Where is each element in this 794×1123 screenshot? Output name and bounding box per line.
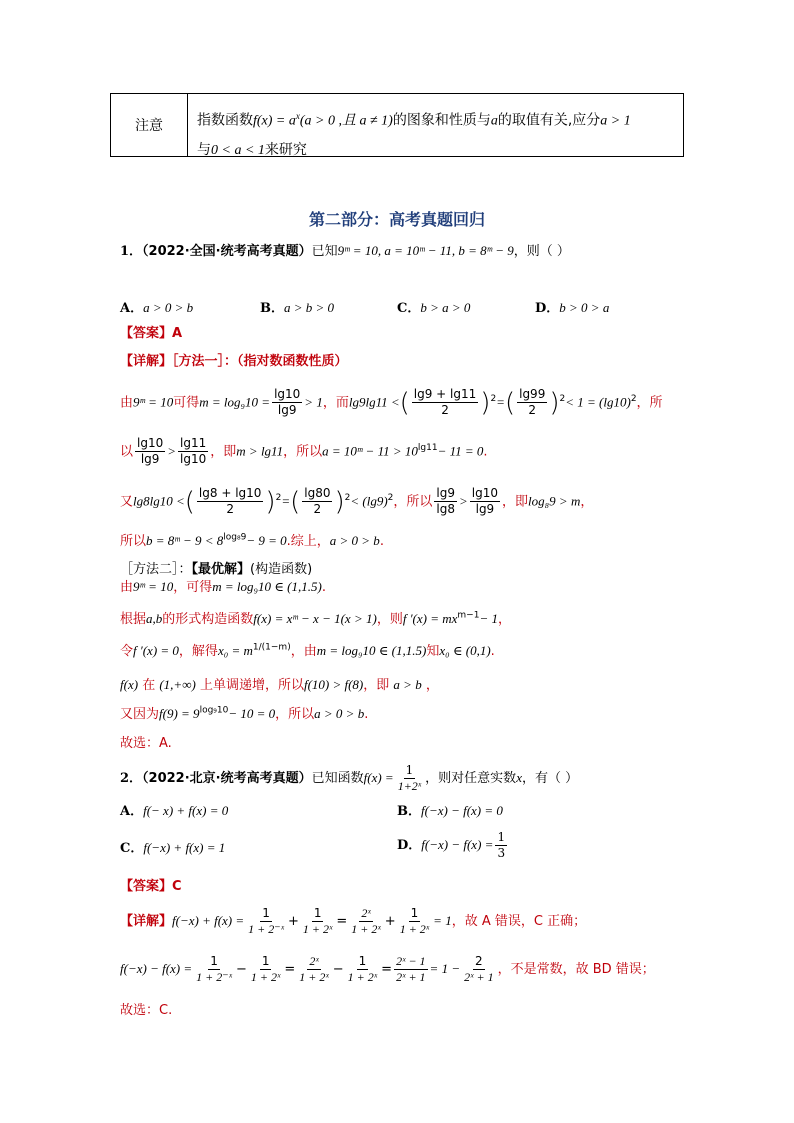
numerator: lg9	[436, 486, 456, 501]
question-formula: f(x) =	[363, 770, 394, 785]
numerator: lg10	[137, 436, 164, 451]
fraction	[349, 906, 382, 937]
numerator: 1	[261, 954, 270, 968]
text: 上单调递增，所以	[199, 678, 304, 693]
option-label: C．	[120, 841, 144, 856]
formula: a > 0 > b	[329, 533, 380, 548]
q1-m2-line2	[120, 608, 511, 627]
numerator: 1	[358, 954, 367, 968]
q1-m2-line3	[120, 640, 495, 659]
formula: =	[496, 394, 505, 410]
option-text: a > 0 > b	[143, 300, 194, 315]
text: ，即	[363, 678, 390, 693]
detail-label: 【详解】	[120, 914, 173, 929]
numerator: 1	[262, 906, 270, 920]
text: ，由	[290, 644, 317, 659]
text: 在	[142, 678, 156, 693]
formula: 9ᵐ = 10	[133, 394, 174, 410]
note-cond: 0 < a < 1	[211, 142, 265, 158]
q1-stem	[120, 240, 570, 259]
formula: a > b	[393, 677, 422, 692]
formula: − 9 = 0	[246, 533, 287, 548]
formula: log₈9 > m	[528, 493, 581, 509]
formula: lg8lg10 <	[133, 493, 185, 509]
text: .	[490, 644, 495, 659]
numerator: 1	[410, 906, 419, 920]
fraction	[297, 954, 330, 985]
text: .综上，	[286, 534, 330, 549]
note-formula-exp: x	[295, 111, 300, 121]
note-var: a	[490, 113, 498, 129]
formula: b = 8ᵐ − 9 < 8	[146, 533, 224, 548]
option-label: D．	[535, 301, 560, 316]
q2-stem	[120, 763, 578, 794]
note-text: 来研究	[264, 141, 307, 158]
numerator: lg99	[519, 387, 546, 402]
fraction	[302, 486, 332, 517]
text: 以	[120, 444, 134, 460]
q1-m1-line3: 又lg8lg10 <( $\frac{\lg 8 + \lg 10}{2}$ )$^2$=( $\frac{\lg 80}{2}$ )$^2< (\lg 9)^2$，所以 $\frac{\lg 9}{\lg 8}$ > $\frac{\lg 10}{\lg 9}$ ，即log₈9 > m，	[120, 486, 594, 517]
text: .	[321, 580, 326, 595]
q2-detail-line1: 【详解】f(−x) + f(x) = $\frac{1}{\text{1 + 2⁻ˣ}}$ + $\frac{1}{\text{1 + 2ˣ}}$ = $\frac{\text{2ˣ}}{\text{1 + 2ˣ}}$ + $\frac{1}{\text{1 + 2ˣ}}$ = 1，故 A 错误，C 正确；	[120, 906, 587, 936]
text: 知	[426, 644, 440, 659]
formula: lg9lg11 <	[348, 394, 400, 410]
text: ，所以	[275, 707, 315, 722]
formula: >	[459, 493, 468, 509]
q2-choose: 故选：C.	[120, 1003, 173, 1018]
formula: a = 10ᵐ − 11 > 10	[322, 443, 418, 459]
option-text: f(−x) + f(x) = 1	[143, 840, 226, 855]
numerator: 2ˣ − 1	[396, 954, 426, 968]
numerator: lg10	[471, 486, 499, 501]
formula: f(x)	[120, 677, 139, 692]
section-title: 第二部分：高考真题回归	[308, 210, 485, 229]
text: 可得	[173, 395, 200, 411]
formula: = 1	[433, 913, 452, 928]
note-body	[197, 102, 675, 165]
fraction	[246, 906, 286, 937]
formula: f(10) > f(8)	[303, 677, 364, 692]
formula: f ′(x) = mx	[402, 611, 458, 626]
text: ，而	[322, 395, 349, 411]
q1-choose: 故选：A.	[120, 736, 172, 751]
denominator: 2	[441, 403, 449, 418]
denominator: lg9	[277, 403, 297, 418]
text: ，即	[210, 444, 237, 460]
option-text: a > b > 0	[284, 300, 335, 315]
q1-option-c	[397, 297, 470, 316]
note-text: 的取值有关,应分	[497, 112, 601, 129]
note-cond: (a > 0 ,且 a ≠ 1)	[299, 113, 393, 129]
text: 由	[120, 395, 134, 411]
numerator: 2ˣ	[361, 906, 371, 920]
formula: = 1 −	[429, 961, 461, 976]
question-text: ，有（ ）	[521, 771, 579, 786]
fraction	[135, 436, 165, 467]
question-source: （2022·全国·统考高考真题）	[142, 244, 312, 259]
formula: (1,+∞)	[159, 677, 196, 692]
text: 所以	[120, 534, 147, 549]
fraction	[517, 387, 547, 418]
numerator: 1	[210, 954, 218, 968]
q2-answer: 【答案】C	[120, 879, 182, 894]
denominator: lg9	[140, 452, 160, 467]
text: ，	[580, 494, 594, 510]
text: ，则	[376, 612, 403, 627]
denominator: 1+2ˣ	[397, 779, 422, 793]
option-label: B．	[397, 804, 421, 819]
formula: m > lg11	[236, 443, 284, 459]
formula: 9ᵐ = 10	[133, 579, 174, 594]
question-number: 1．	[120, 244, 143, 259]
question-var: x	[516, 770, 522, 785]
numerator: lg8 + lg10	[198, 486, 262, 501]
text: ，	[497, 612, 511, 627]
formula: >	[167, 443, 177, 459]
question-formula: 9ᵐ = 10, a = 10ᵐ − 11, b = 8ᵐ − 9	[337, 243, 514, 258]
q1-m2-line5	[120, 703, 368, 722]
formula: − 10 = 0	[228, 706, 276, 721]
q1-detail-header	[120, 350, 348, 369]
detail-label: 【详解】	[120, 354, 173, 369]
numerator: 1	[313, 906, 322, 920]
note-table	[110, 93, 684, 157]
exponent: log₈9	[223, 532, 247, 543]
method-label: ［方法一］：（指对数函数性质）	[172, 354, 348, 369]
q1-m1-line4	[120, 530, 384, 549]
formula: f ′(x) = 0	[133, 643, 179, 658]
q1-m1-line2	[120, 430, 488, 470]
text: ，所以	[283, 444, 323, 460]
numerator: 2	[475, 954, 483, 968]
formula: a > 0 > b	[314, 706, 365, 721]
exponent: log₉10	[199, 705, 229, 716]
option-label: D．	[397, 838, 422, 853]
option-text: b > a > 0	[420, 300, 471, 315]
denominator: lg10	[180, 452, 207, 467]
question-text: 已知	[311, 244, 338, 259]
formula: > 1	[304, 394, 323, 410]
fraction	[434, 486, 457, 517]
denominator: 2ˣ + 1	[396, 970, 426, 984]
formula: < 1 = (lg10)	[565, 394, 631, 410]
option-label: A．	[120, 804, 144, 819]
option-text: f(− x) + f(x) = 0	[143, 803, 229, 818]
text: ，不是常数，故 BD 错误；	[497, 962, 655, 977]
text: 又因为	[120, 707, 160, 722]
option-text: f(−x) − f(x) =	[421, 837, 494, 852]
question-text: 已知函数	[311, 771, 364, 786]
text: .	[364, 707, 369, 722]
fraction	[178, 436, 208, 467]
fraction	[346, 954, 379, 985]
text: ，即	[502, 494, 529, 510]
numerator: lg11	[180, 436, 207, 451]
numerator: 1	[405, 763, 414, 777]
formula: − 1	[479, 611, 498, 626]
denominator: 3	[497, 846, 506, 860]
formula: x₀ ∈ (0,1)	[439, 643, 491, 658]
fraction	[495, 830, 507, 861]
numerator: 2ˣ	[309, 954, 319, 968]
question-source: （2022·北京·统考高考真题）	[142, 771, 312, 786]
denominator: 1 + 2ˣ	[347, 970, 378, 984]
fraction	[197, 486, 264, 517]
denominator: 1 + 2ˣ	[250, 970, 281, 984]
question-text: ，则（ ）	[513, 244, 570, 259]
text: 又	[120, 494, 134, 510]
option-label: B．	[260, 301, 284, 316]
numerator: 1	[497, 830, 506, 844]
denominator: 2	[528, 403, 537, 418]
q1-answer: 【答案】A	[120, 326, 183, 341]
question-text: ，则对任意实数	[425, 771, 517, 786]
note-cond: a > 1	[600, 113, 631, 129]
formula: − 11 = 0	[437, 443, 484, 459]
note-text: 的图象和性质与	[392, 112, 491, 129]
formula: < (lg9)	[350, 493, 388, 509]
text: 根据	[120, 612, 147, 627]
formula: m = log₉10 ∈ (1,1.5)	[212, 579, 322, 594]
formula: =	[281, 493, 291, 509]
text: 由	[120, 580, 134, 595]
text: ，故 A 错误，C 正确；	[451, 914, 587, 929]
text: 的形式构造函数	[162, 612, 254, 627]
formula: m = log₉10 ∈ (1,1.5)	[316, 643, 427, 658]
q2-option-d	[397, 828, 509, 863]
note-text: 与	[197, 141, 211, 158]
q1-m2-line4	[120, 674, 439, 693]
formula: f(9) = 9	[159, 706, 200, 721]
denominator: lg8	[436, 502, 456, 517]
q1-option-b	[260, 297, 334, 316]
option-label: C．	[397, 301, 421, 316]
q2-detail-line2: f(−x) − f(x) = $\frac{1}{\text{1 + 2⁻ˣ}}$ − $\frac{1}{\text{1 + 2ˣ}}$ = $\frac{\text{2ˣ}}{\text{1 + 2ˣ}}$ − $\frac{1}{\text{1 + 2ˣ}}$ = $\frac{\text{2ˣ − 1}}{\text{2ˣ + 1}}$ = 1 − $\frac{2}{\text{2ˣ + 1}}$ ，不是常数，故 BD 错误；	[120, 954, 655, 984]
fraction	[398, 906, 431, 937]
formula: f(x) = xᵐ − x − 1(x > 1)	[253, 611, 377, 626]
q2-option-b	[397, 800, 503, 819]
fraction	[412, 387, 479, 418]
method-label: 【最优解】	[191, 562, 251, 577]
formula: a,b	[146, 611, 163, 626]
denominator: 1 + 2ˣ	[302, 922, 333, 936]
note-formula: f(x) = a	[253, 113, 296, 129]
exponent: 1/(1−m)	[252, 642, 291, 653]
exponent: lg11	[417, 443, 438, 453]
method-label: ［方法二］：	[120, 562, 192, 577]
text: .	[483, 444, 488, 460]
option-text: b > 0 > a	[559, 300, 610, 315]
q1-m1-line1: 由9ᵐ = 10可得m = log₉10 = $\frac{\lg 10}{\lg 9}$ > 1，而lg9lg11 <( $\frac{\lg 9 + \lg 11}{2}$ )$^2$=( $\frac{\lg 99}{2}$ )$^2< 1 = (\lg 10)^2$，所	[120, 387, 663, 418]
denominator: 1 + 2ˣ	[351, 922, 381, 936]
q1-m2-header	[120, 558, 312, 577]
fraction	[462, 954, 495, 985]
method-label: (构造函数)	[250, 562, 313, 577]
note-label: 注意	[111, 94, 188, 156]
denominator: 2	[313, 502, 322, 517]
fraction	[272, 387, 302, 418]
text: ，可得	[173, 580, 213, 595]
q1-option-a	[120, 297, 193, 316]
formula: x₀ = m	[217, 643, 253, 658]
text: 令	[120, 644, 134, 659]
text: .	[379, 534, 384, 549]
fraction	[394, 954, 427, 985]
numerator: lg9 + lg11	[413, 387, 477, 402]
option-label: A．	[120, 301, 144, 316]
note-text: 指数函数	[197, 112, 253, 129]
formula: f(−x) − f(x) =	[120, 961, 193, 976]
fraction	[249, 954, 282, 985]
fraction	[301, 906, 334, 937]
question-number: 2．	[120, 771, 143, 786]
denominator: 1 + 2ˣ	[399, 922, 430, 936]
q2-option-c	[120, 837, 225, 856]
formula: m = log₉10 =	[199, 394, 271, 410]
denominator: 2	[226, 502, 234, 517]
denominator: 1 + 2⁻ˣ	[248, 922, 284, 936]
denominator: lg9	[475, 502, 495, 517]
text: ，所以	[393, 494, 433, 510]
fraction	[470, 486, 500, 517]
fraction	[194, 954, 234, 985]
numerator: lg10	[274, 387, 301, 402]
text: ，	[425, 678, 439, 693]
q2-option-a	[120, 800, 228, 819]
denominator: 1 + 2⁻ˣ	[196, 970, 232, 984]
q1-m2-line1	[120, 576, 326, 595]
text: ，所	[636, 395, 663, 411]
option-text: f(−x) − f(x) = 0	[421, 803, 503, 818]
numerator: lg80	[304, 486, 331, 501]
denominator: 2ˣ + 1	[464, 970, 494, 984]
q1-option-d	[535, 297, 609, 316]
denominator: 1 + 2ˣ	[299, 970, 329, 984]
formula: f(−x) + f(x) =	[172, 913, 245, 928]
exponent: m−1	[457, 610, 480, 621]
fraction	[396, 763, 423, 794]
text: ，解得	[178, 644, 218, 659]
